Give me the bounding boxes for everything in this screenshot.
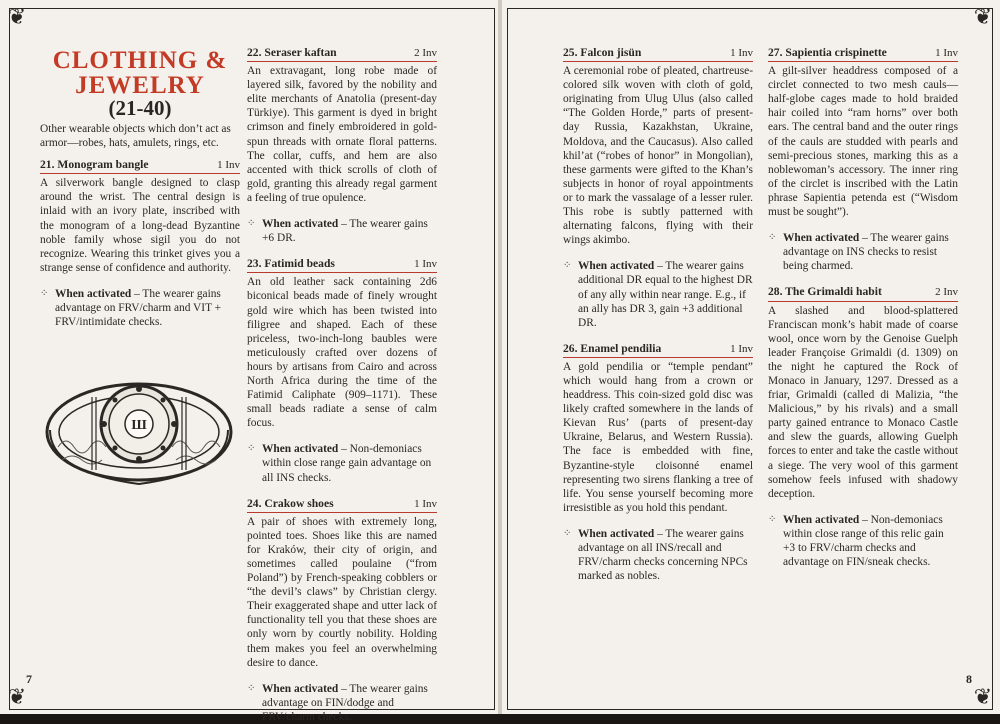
item-23-header (247, 257, 437, 273)
right-page-number: 8 (966, 672, 972, 686)
item-activation (247, 442, 437, 484)
activation-label: When activated (783, 513, 860, 526)
activation-text: – The wearer gains +6 DR. (262, 218, 428, 245)
left-column-2 (247, 46, 437, 724)
right-column-1 (563, 46, 753, 583)
activation-label: When activated (55, 287, 132, 300)
ornament-corner-icon: ❦ (973, 4, 993, 29)
activation-label: When activated (578, 260, 655, 273)
item-title: 23. Fatimid beads (247, 257, 335, 271)
activation-bullet-icon: ⁘ (768, 513, 777, 525)
item-description: A silverwork bangle designed to clasp around the wrist. The central design is inlaid with an ivory plate, inscribed with the monogram of a long-dead Byzantine noble family whose sigil you do not recognize. Wearing this trinket gives you a strange sense of confidence and authority. (40, 177, 240, 274)
ornament-corner-icon: ❦ (973, 684, 993, 709)
activation-text: – The wearer gains additional DR equal to the highest DR of any ally within near range. E.g., if an ally has DR 3, gain +3 additional DR. (578, 260, 753, 329)
item-title: 24. Crakow shoes (247, 496, 334, 510)
item-inventory: 2 Inv (414, 47, 437, 59)
activation-label: When activated (578, 527, 655, 540)
item-activation (563, 259, 753, 329)
activation-text: – The wearer gains advantage on FRV/charm and VIT + FRV/intimidate checks. (55, 287, 222, 329)
item-21-header (40, 158, 240, 174)
section-range: (21-40) (108, 96, 172, 120)
section-intro: Other wearable objects which don’t act as armor—robes, hats, amulets, rings, etc. (40, 123, 231, 150)
silver-bangle-illustration (40, 352, 238, 502)
activation-bullet-icon: ⁘ (563, 260, 572, 272)
item-title: 28. The Grimaldi habit (768, 285, 882, 299)
item-title: 21. Monogram bangle (40, 158, 149, 172)
item-inventory: 1 Inv (730, 342, 753, 355)
activation-bullet-icon: ⁘ (247, 218, 256, 230)
item-description: A slashed and blood-splattered Franciscan monk’s habit made of coarse wool, once worn by the Genoise Guelph leader Françoise Grimaldi (d. 1309) on the night he captured the Rock of Monaco in January, 1297. Dressed as a friar, Grimaldi (called di Malizia, “the Malicious,” by his rivals) and a small party gained entrance to Monaco Castle and slew the guards, allowing Guelph forces to enter and take the castle without a siege. The very wool of this garment somehow feels infused with shadowy deception. (768, 304, 958, 500)
activation-text: – The wearer gains advantage on all INS/recall and FRV/charm checks concerning NPCs marked as nobles. (578, 527, 748, 583)
item-inventory: 1 Inv (730, 47, 753, 59)
item-description: An old leather sack containing 2d6 biconical beads made of finely wrought gold wire which has been twisted into filigree and shaped. Each of these priceless, two-inch-long baubles were meticulously crafted over dozens of hours by artisans from Cairo and across North Africa during the time of the Fatimid Caliphate (909–1171). These small beads radiate a sense of calm focus. (247, 276, 437, 430)
left-column-1 (40, 122, 240, 329)
activation-text: – The wearer gains advantage on INS checks to resist being charmed. (783, 232, 949, 273)
item-22-header (247, 46, 437, 62)
section-title-line2: JEWELRY (75, 72, 205, 99)
activation-bullet-icon: ⁘ (563, 527, 572, 539)
activation-bullet-icon: ⁘ (40, 287, 49, 299)
item-description: An extravagant, long robe made of layered silk, favored by the nobility and elite merchants of Anatolia (present-day Türkiye). This garment is dyed in bright crimson and finely embroidered in gold-spun threads with ornate floral patterns. The collar, cuffs, and hem are also accented with thick scrolls of cloth of gold, granting this already regal garment a feeling of true opulence. (247, 65, 437, 204)
activation-label: When activated (262, 682, 339, 695)
item-inventory: 1 Inv (217, 159, 240, 172)
item-27-header (768, 46, 958, 62)
item-activation (768, 513, 958, 569)
item-title: 22. Seraser kaftan (247, 46, 337, 59)
activation-text: – Non-demoniacs within close range of this relic gain +3 to FRV/charm checks and advantage on FIN/sneak checks. (783, 513, 944, 569)
item-inventory: 2 Inv (935, 286, 958, 299)
ornament-corner-icon: ❦ (7, 4, 27, 29)
svg-text:Ш: Ш (131, 418, 147, 433)
activation-label: When activated (262, 218, 339, 231)
activation-label: When activated (783, 232, 860, 245)
item-title: 26. Enamel pendilia (563, 341, 662, 355)
item-24-header (247, 497, 437, 513)
item-inventory: 1 Inv (414, 497, 437, 510)
item-inventory: 1 Inv (935, 47, 958, 59)
item-description: A gold pendilia or “temple pendant” which would hang from a crown or headdress. This coin-sized gold disc was likely crafted somewhere in the lands of Kievan Rus’ (parts of present-day Ukraine, Belarus, and Western Russia). The face is embedded with fine, Byzantine-style cloisonné enamel representing two sirens flanking a tree of life. You sense yourself becoming more irresistible as you hold this pendant. (563, 360, 753, 514)
section-title (40, 48, 240, 98)
right-column-2 (768, 46, 958, 569)
ornament-corner-icon: ❦ (7, 684, 27, 709)
activation-bullet-icon: ⁘ (247, 682, 256, 694)
section-title-line1: CLOTHING & (52, 47, 228, 74)
activation-bullet-icon: ⁘ (768, 232, 777, 244)
item-activation (768, 231, 958, 273)
item-28-header (768, 285, 958, 301)
activation-text: – Non-demoniacs within close range gain advantage on all INS checks. (262, 443, 432, 484)
item-activation (247, 217, 437, 245)
item-26-header (563, 342, 753, 358)
item-activation (247, 682, 437, 724)
item-description: A ceremonial robe of pleated, chartreuse-colored silk woven with cloth of gold, originating from Ulug Ulus (also called “The Golden Horde,” parts of present-day Russia, Kazakhstan, Ukraine, Moldova, and the Caucasus). Also called khil’at (“robes of honor” in Mongolian), these garments were gifted to the Khan’s subjects in honor of royal appointments or to mark the vassalage of a lesser ruler. This robe is subtly patterned with alternating falcons, flying with their wings akimbo. (563, 65, 753, 247)
item-25-header (563, 46, 753, 62)
left-page-number: 7 (26, 672, 32, 686)
activation-bullet-icon: ⁘ (247, 443, 256, 455)
item-activation (40, 287, 240, 329)
item-inventory: 1 Inv (414, 258, 437, 271)
item-description: A gilt-silver headdress composed of a circlet connected to two mesh cauls—half-globe cages made to hold braided hair coiled into “ram horns” over both ears. The central band and the outer rings of the cauls are studded with pearls and semi-precious stones, marking this as a noblewoman’s accessory. The inner ring of the circlet is inscribed with the Latin phrase Sapientia petenda est (“Wisdom must be sought”). (768, 65, 958, 219)
activation-text: – The wearer gains advantage on FIN/dodge and FRV/charm checks. (262, 682, 428, 723)
activation-label: When activated (262, 443, 339, 456)
item-activation (563, 527, 753, 583)
item-title: 27. Sapientia crispinette (768, 46, 887, 59)
item-title: 25. Falcon jisün (563, 46, 642, 59)
item-description: A pair of shoes with extremely long, pointed toes. Shoes like this are named for Kraków, their city of origin, and sometimes called poulaine (“from Poland”) by French-speaking cobblers or “the devil’s claws” by Christian clergy. Their exaggerated shape and utter lack of functionality tell you that these shoes are only worn by courtly nobility. Holding them makes you feel an overwhelming desire to dance. (247, 515, 437, 669)
